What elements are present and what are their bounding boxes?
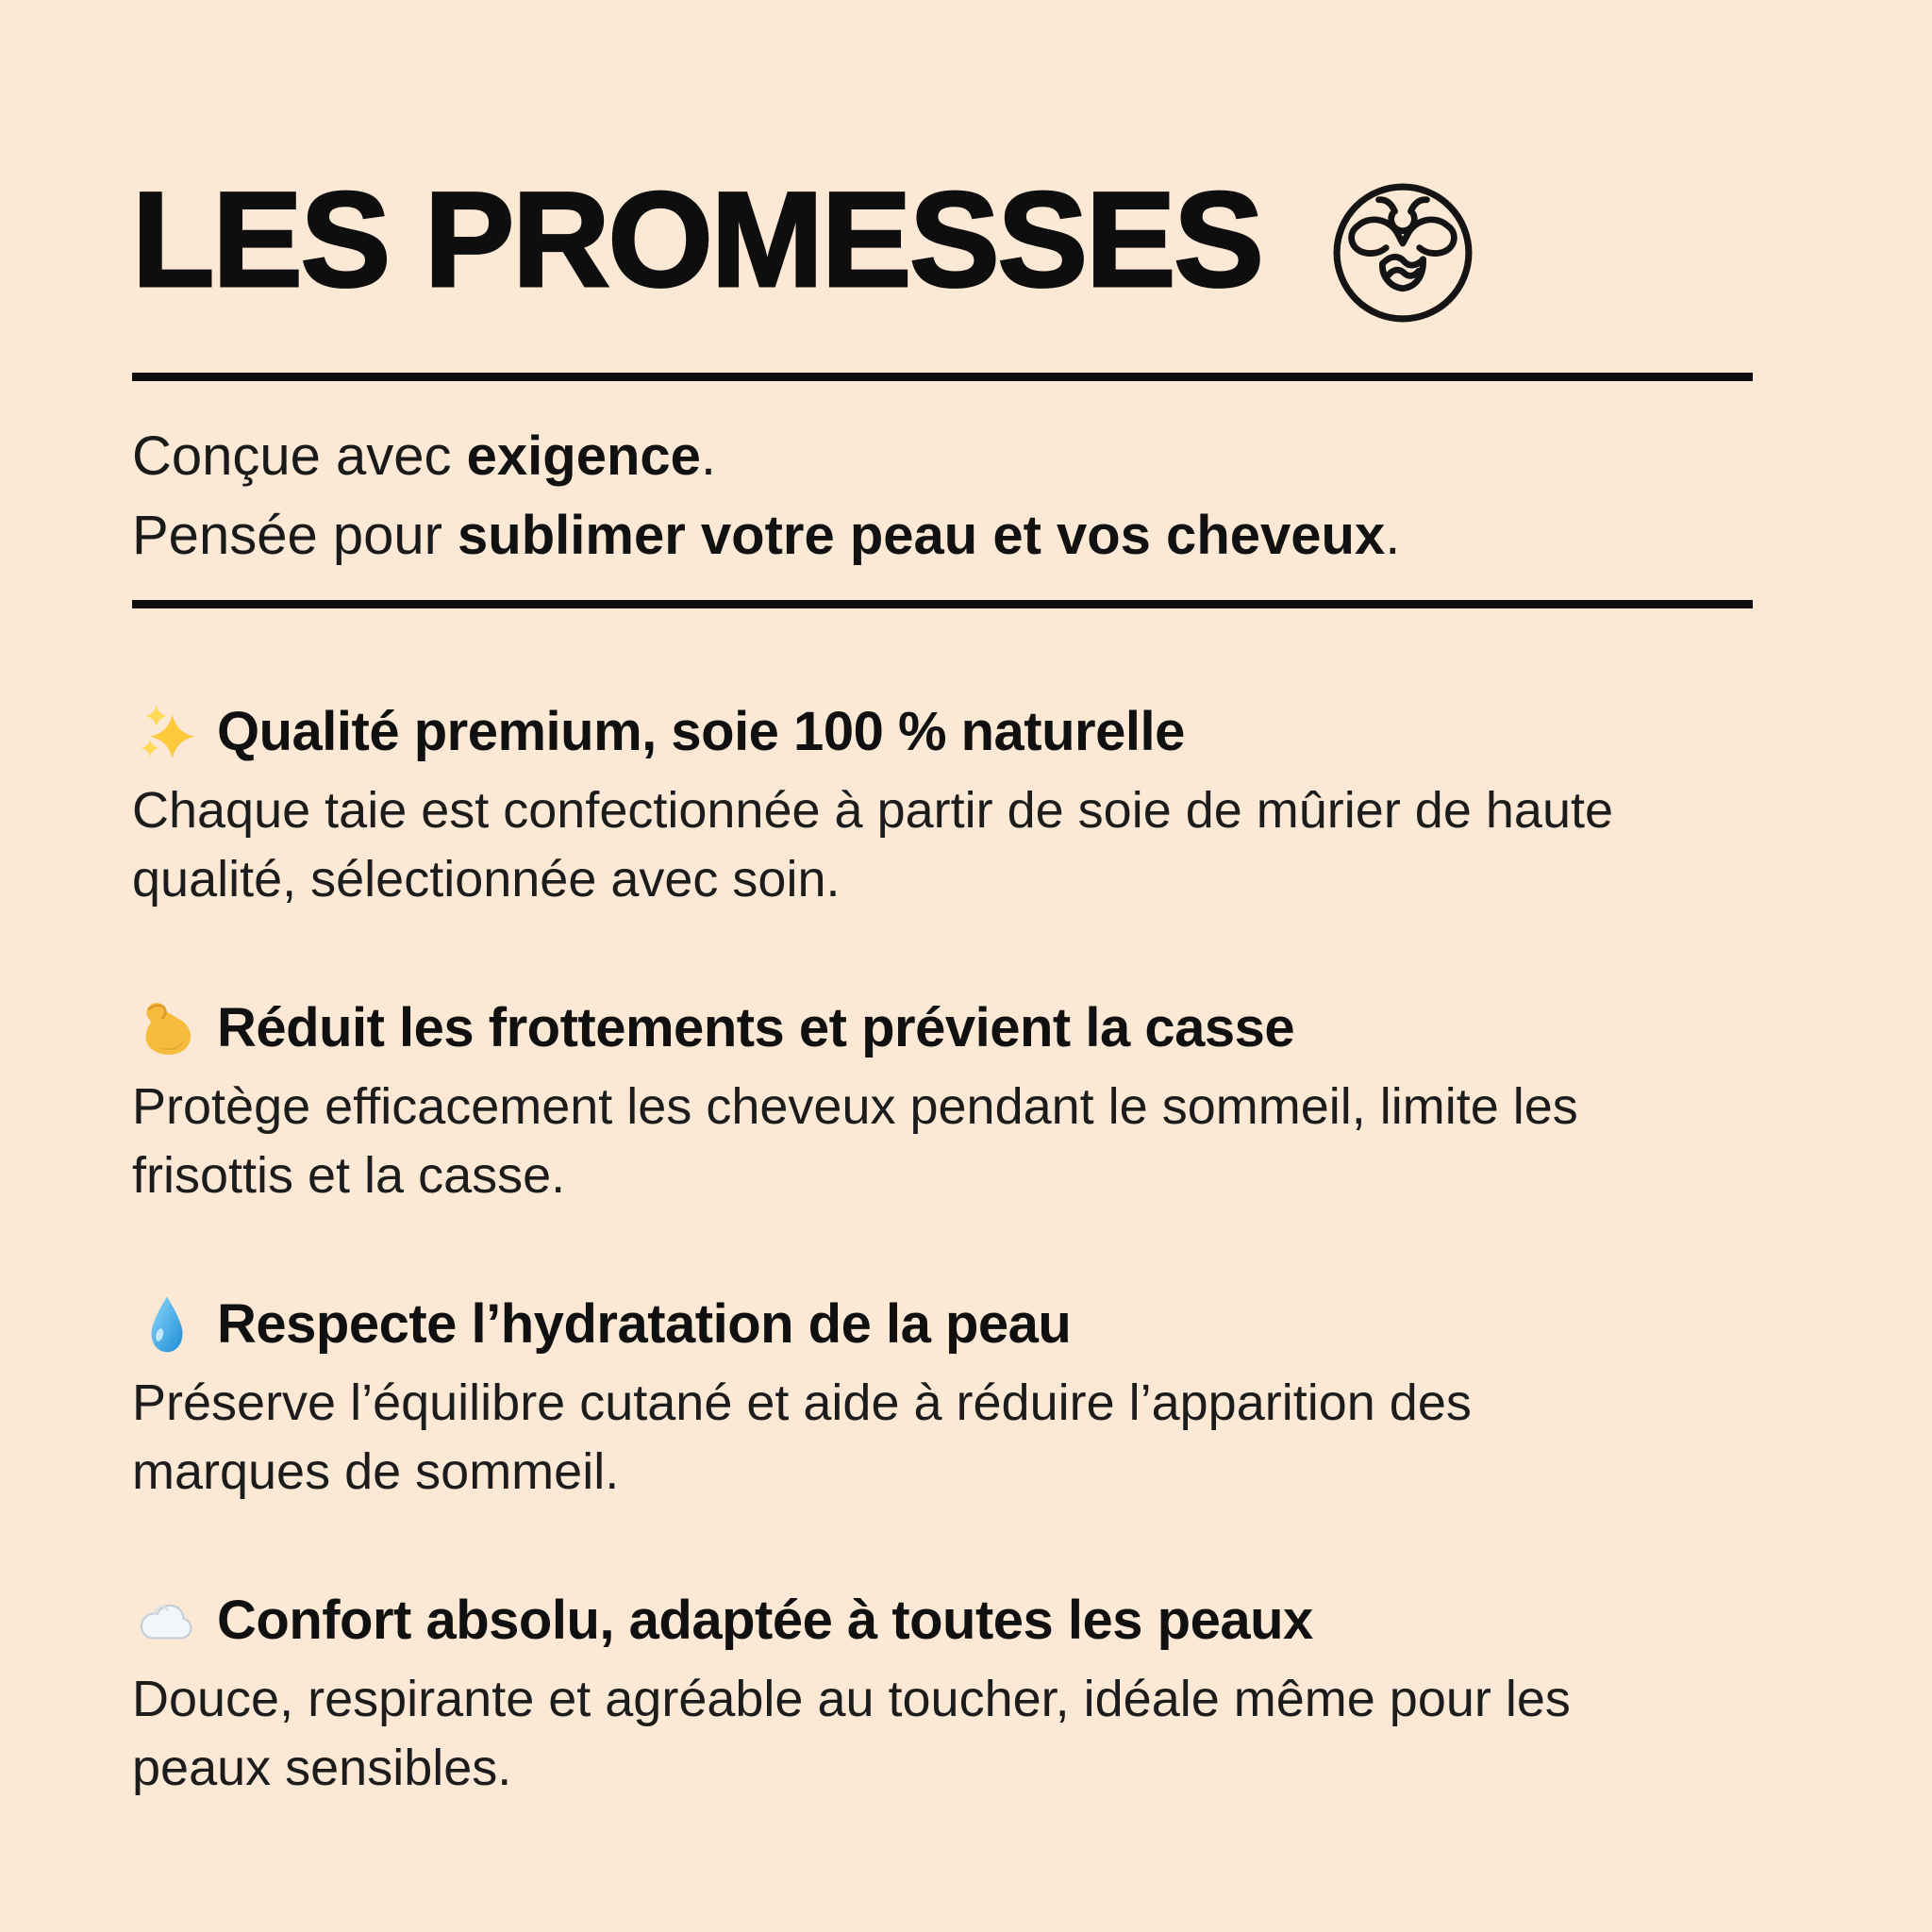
section-friction-body: Protège efficacement les cheveux pendant le sommeil, limite les frisottis et la casse. [132, 1078, 1578, 1204]
intro-line-1: Conçue avec exigence. [132, 425, 717, 487]
page-title: LES PROMESSES [132, 165, 1262, 315]
section-friction-title: Réduit les frottements et prévient la casse [217, 997, 1295, 1058]
section-friction [132, 995, 1753, 1210]
section-comfort-heading [132, 1588, 1753, 1654]
section-comfort-title: Confort absolu, adaptée à toutes les peaux [217, 1590, 1313, 1651]
section-quality-heading [132, 699, 1753, 765]
section-quality-body: Chaque taie est confectionnée à partir de soie de mûrier de haute qualité, sélectionnée avec soin. [132, 782, 1614, 908]
bee-logo-icon [1330, 180, 1475, 325]
promises-card [132, 0, 1753, 1803]
header [132, 0, 1753, 325]
section-hydration-title: Respecte l’hydratation de la peau [217, 1293, 1072, 1355]
intro-line-2: Pensée pour sublimer votre peau et vos cheveux. [132, 505, 1401, 566]
droplet-icon [132, 1291, 202, 1357]
divider-bottom [132, 600, 1753, 608]
section-hydration-body: Préserve l’équilibre cutané et aide à réduire l’apparition des marques de sommeil. [132, 1374, 1472, 1500]
flexed-biceps-icon [132, 995, 202, 1061]
section-hydration [132, 1291, 1753, 1507]
section-comfort [132, 1588, 1753, 1803]
intro [132, 417, 1753, 575]
section-friction-heading [132, 995, 1753, 1061]
divider-top [132, 373, 1753, 381]
section-quality-title: Qualité premium, soie 100 % naturelle [217, 701, 1185, 762]
cloud-icon [132, 1588, 202, 1654]
section-quality [132, 699, 1753, 914]
sparkles-icon [132, 699, 202, 765]
section-hydration-heading [132, 1291, 1753, 1357]
section-comfort-body: Douce, respirante et agréable au toucher, idéale même pour les peaux sensibles. [132, 1671, 1571, 1796]
